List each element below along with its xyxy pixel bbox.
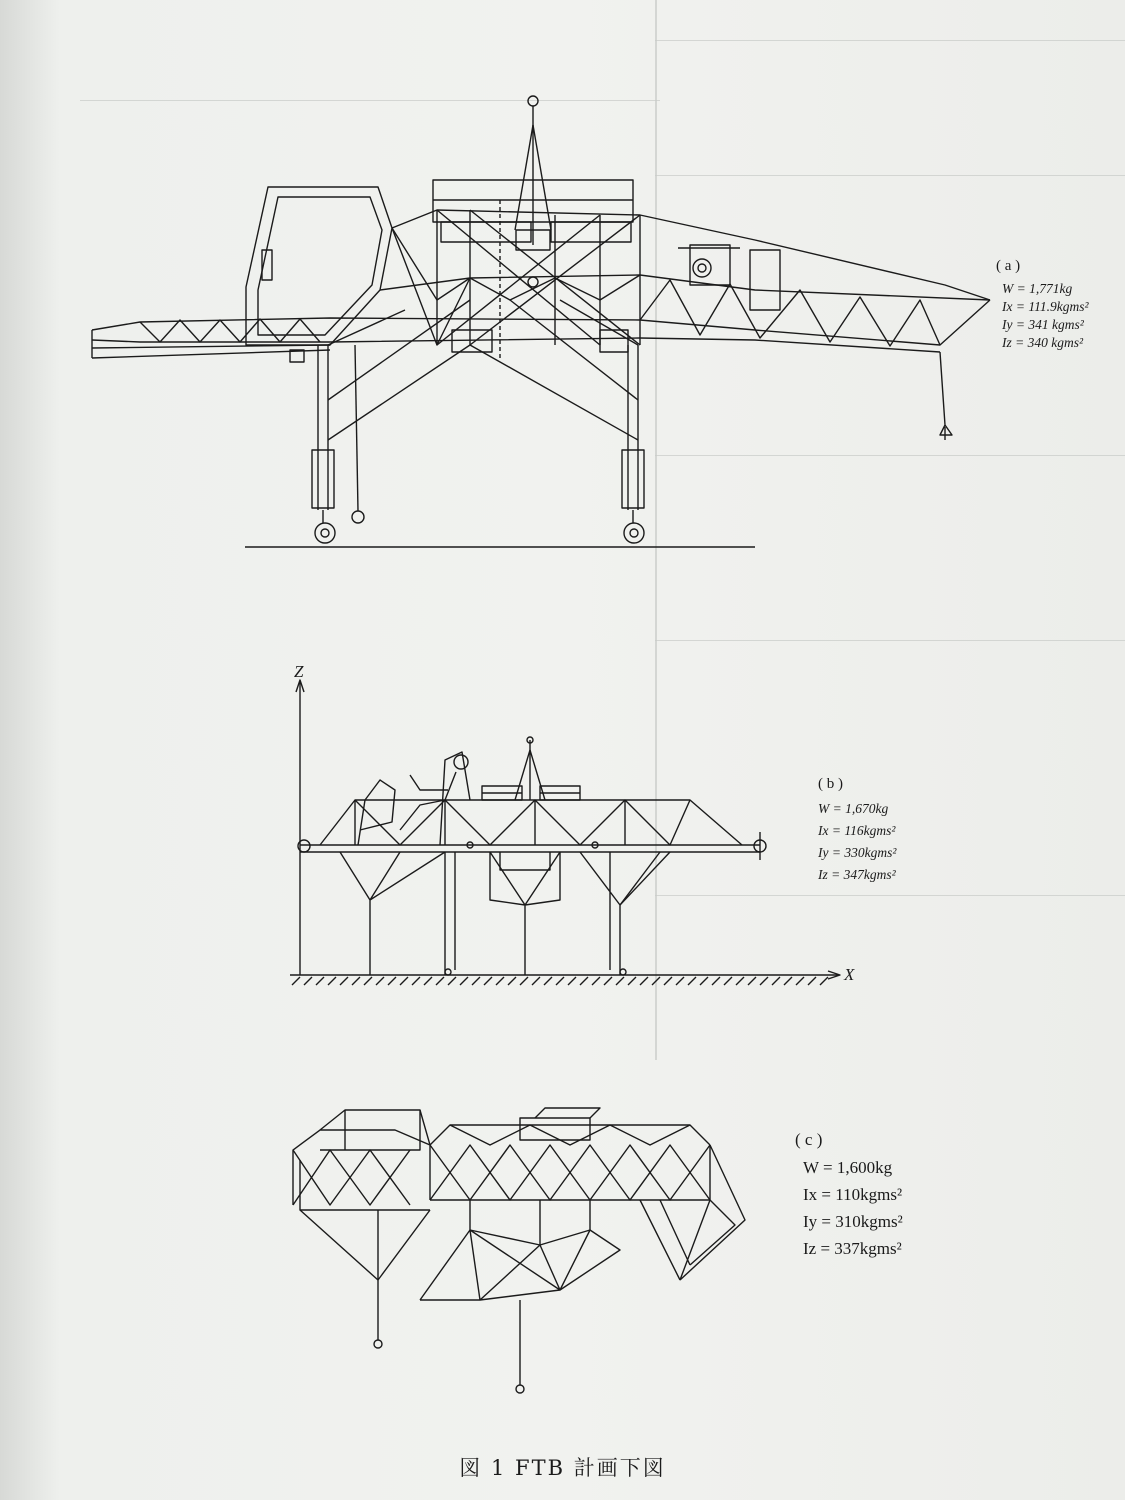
figure-caption: 図 1 FTB 計画下図 [459, 1456, 666, 1480]
z-axis-label: Z [294, 662, 304, 681]
panel-c-ix: Ix = 110kgms² [803, 1185, 903, 1204]
panel-b-iz: Iz = 347kgms² [818, 867, 896, 882]
panel-c-iy: Iy = 310kgms² [803, 1212, 903, 1231]
panel-a-weight: W = 1,771kg [1002, 281, 1073, 296]
panel-a-letter: ( a ) [996, 258, 1021, 274]
panel-a-ix: Ix = 111.9kgms² [1002, 299, 1089, 314]
ftb-side-view-a [92, 96, 990, 547]
x-axis-label: X [844, 965, 855, 984]
panel-b-weight: W = 1,670kg [818, 801, 889, 816]
panel-b-iy: Iy = 330kgms² [818, 845, 897, 860]
panel-b-letter: ( b ) [818, 776, 843, 792]
ftb-isometric-view-c [293, 1108, 745, 1393]
panel-a-iz: Iz = 340 kgms² [1002, 335, 1084, 350]
panel-c-letter: ( c ) [795, 1130, 823, 1149]
panel-a-iy: Iy = 341 kgms² [1002, 317, 1084, 332]
panel-c-iz: Iz = 337kgms² [803, 1239, 902, 1258]
ftb-side-view-b [290, 680, 840, 985]
panel-c-weight: W = 1,600kg [803, 1158, 893, 1177]
panel-b-ix: Ix = 116kgms² [818, 823, 896, 838]
